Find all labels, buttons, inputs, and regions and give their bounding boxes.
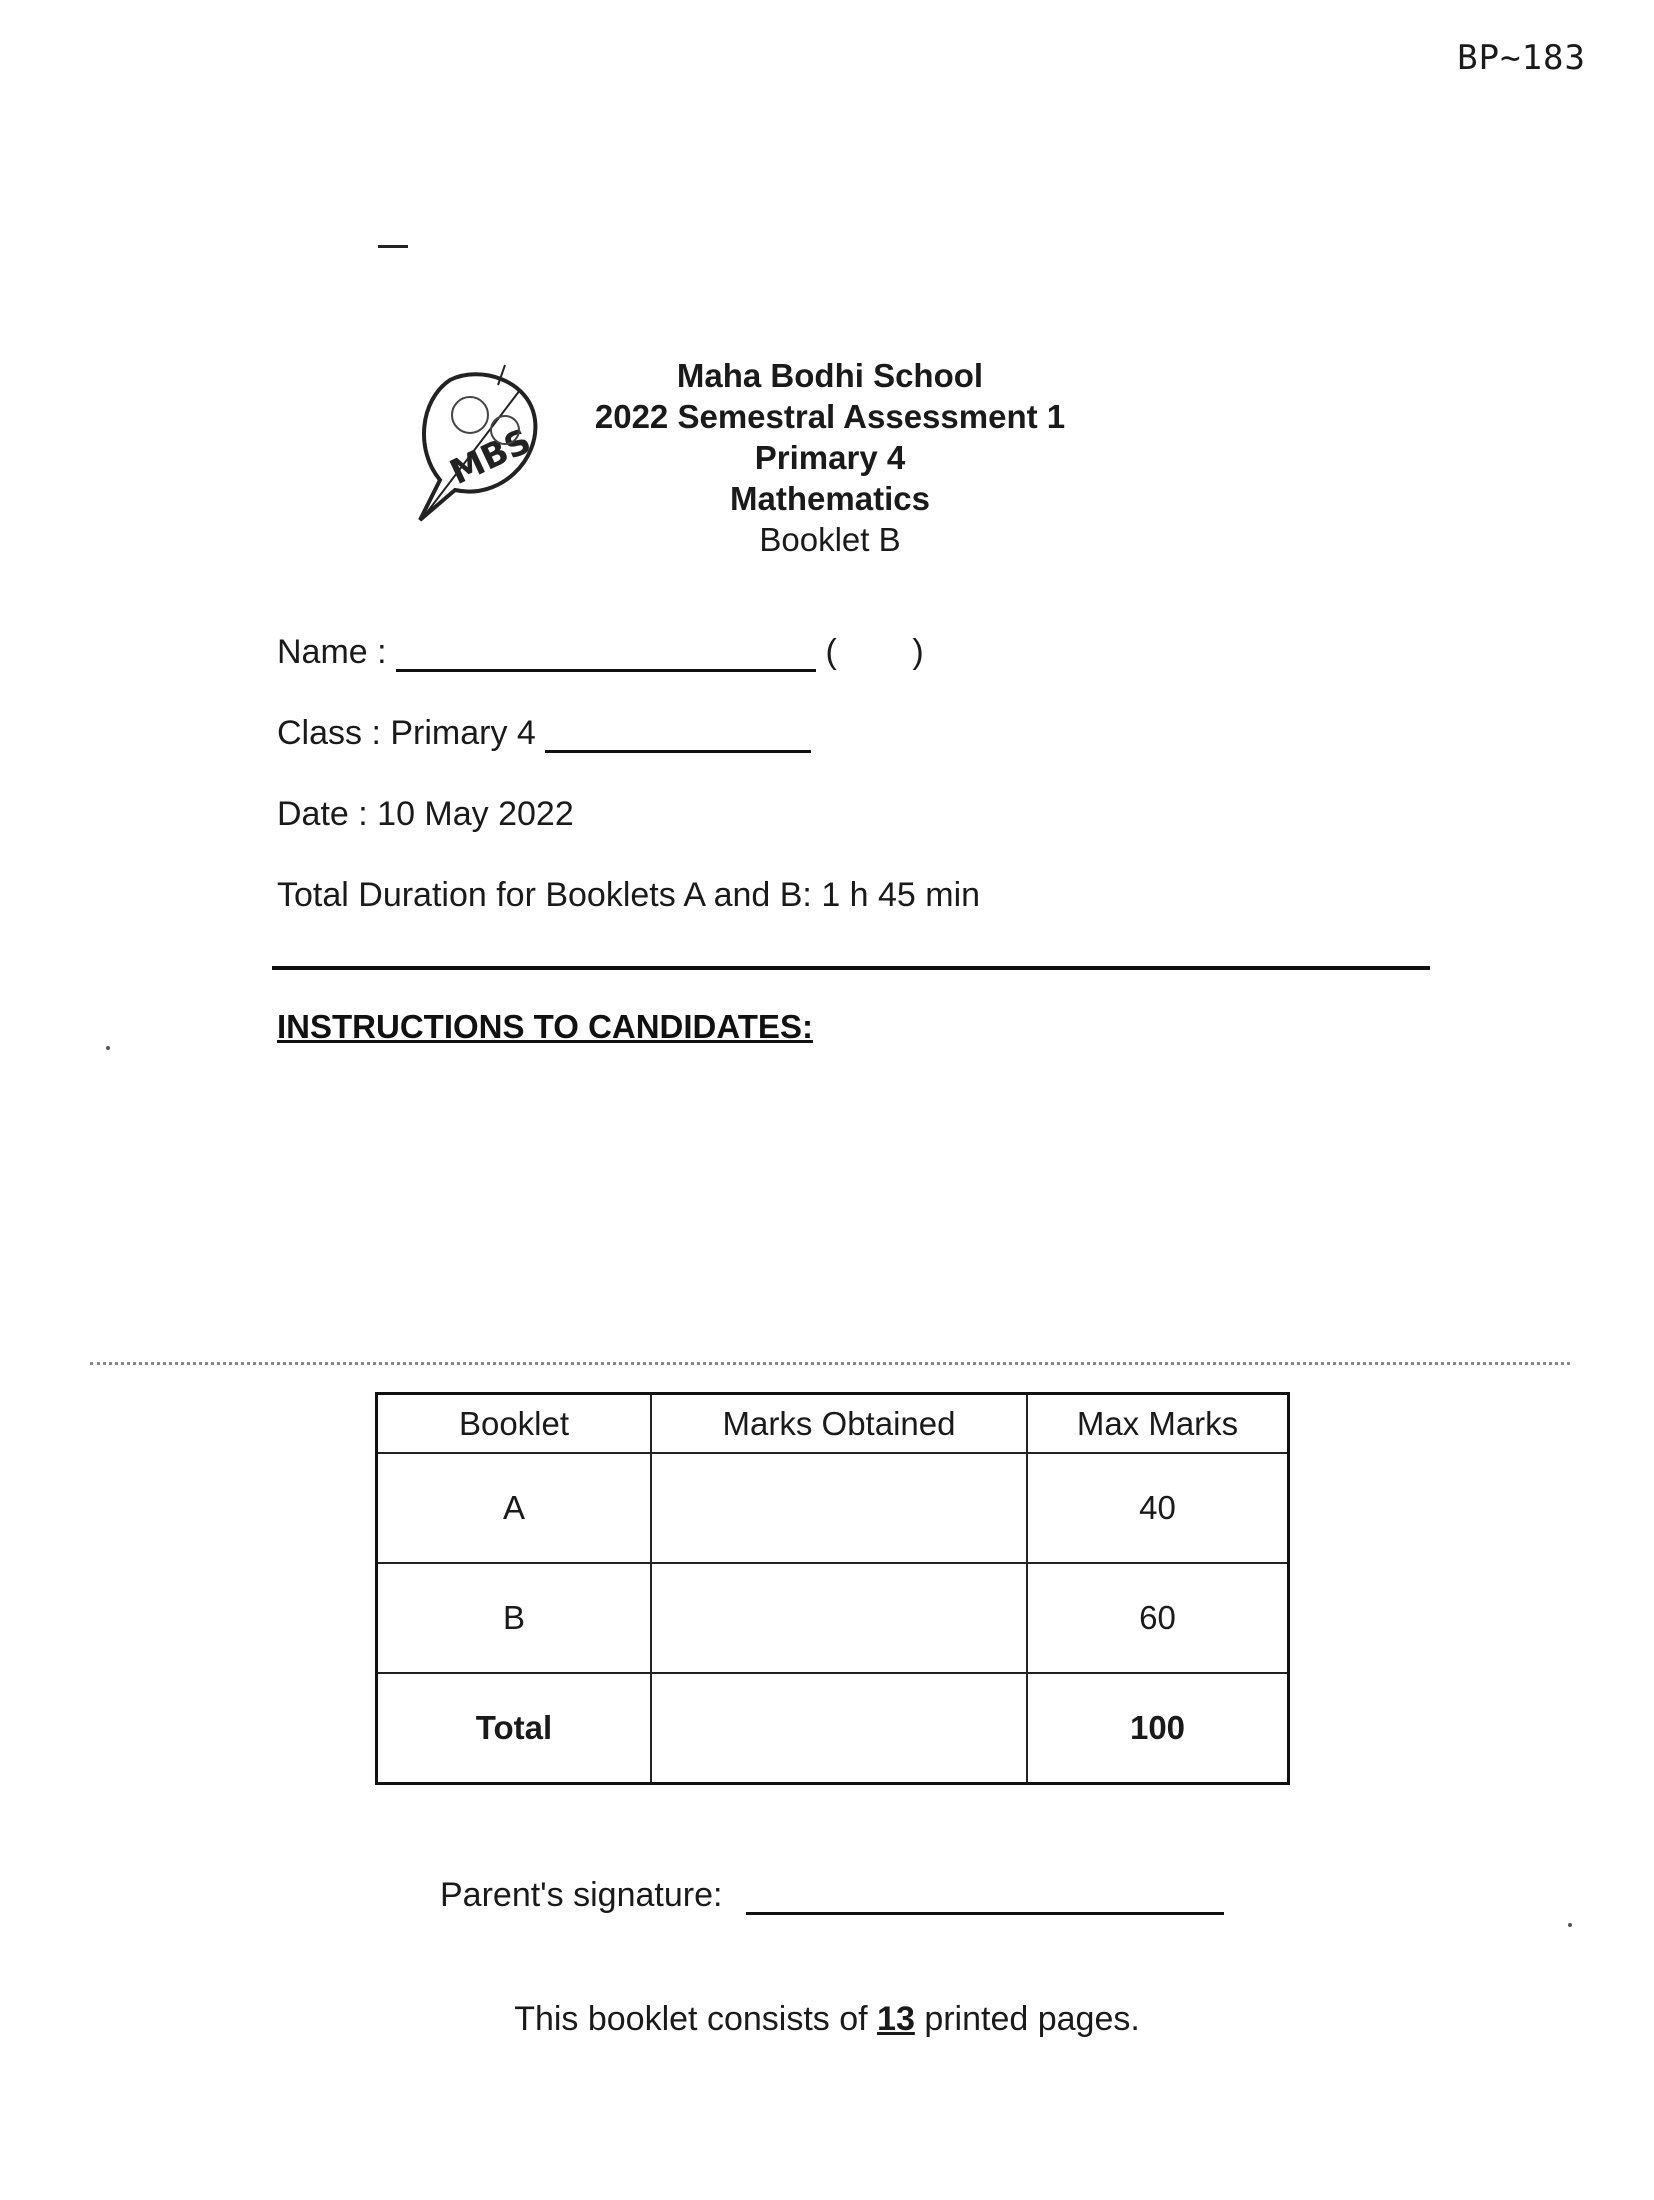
exam-header <box>480 355 1180 560</box>
marks-table-header-row <box>377 1394 1289 1454</box>
school-name: Maha Bodhi School <box>676 357 984 394</box>
divider-rule <box>272 966 1430 970</box>
booklet-cell: A <box>377 1453 652 1563</box>
max-marks-cell: 100 <box>1027 1673 1289 1784</box>
date-field: Date : 10 May 2022 <box>277 795 574 833</box>
instructions-heading: INSTRUCTIONS TO CANDIDATES: <box>277 1008 813 1045</box>
page-count-value: 13 <box>877 2000 915 2038</box>
assessment-title: 2022 Semestral Assessment 1 <box>594 398 1066 435</box>
table-row <box>377 1453 1289 1563</box>
marks-obtained-cell[interactable] <box>651 1563 1027 1673</box>
header-marks-obtained: Marks Obtained <box>651 1394 1027 1454</box>
marks-obtained-cell[interactable] <box>651 1673 1027 1784</box>
marks-obtained-cell[interactable] <box>651 1453 1027 1563</box>
signature-blank[interactable] <box>746 1912 1224 1915</box>
marks-table <box>375 1392 1290 1785</box>
scan-speck <box>106 1046 110 1050</box>
level-title: Primary 4 <box>754 439 906 476</box>
name-blank[interactable] <box>396 669 816 672</box>
booklet-cell: Total <box>377 1673 652 1784</box>
max-marks-cell: 60 <box>1027 1563 1289 1673</box>
class-label: Class : Primary 4 <box>277 714 536 752</box>
register-number-paren: ( ) <box>825 633 924 671</box>
dotted-scan-line <box>90 1362 1570 1365</box>
table-row <box>377 1563 1289 1673</box>
logo-text: MBS <box>443 421 538 494</box>
max-marks-cell: 40 <box>1027 1453 1289 1563</box>
name-field <box>277 633 924 672</box>
total-row <box>377 1673 1289 1784</box>
subject-title: Mathematics <box>730 480 930 517</box>
class-field <box>277 714 811 753</box>
booklet-title: Booklet B <box>759 521 901 558</box>
stray-dash <box>378 245 408 248</box>
scan-speck <box>1568 1923 1572 1927</box>
header-max-marks: Max Marks <box>1027 1394 1289 1454</box>
header-booklet: Booklet <box>377 1394 652 1454</box>
booklet-cell: B <box>377 1563 652 1673</box>
page-count-note <box>0 2000 1654 2039</box>
signature-label: Parent's signature: <box>440 1876 723 1914</box>
duration-field: Total Duration for Booklets A and B: 1 h 45 min <box>277 876 981 914</box>
name-label: Name : <box>277 633 387 671</box>
class-blank[interactable] <box>545 750 811 753</box>
page-count-suffix: printed pages. <box>924 2000 1140 2038</box>
page-count-prefix: This booklet consists of <box>514 2000 868 2038</box>
signature-field <box>440 1876 1224 1915</box>
page-code: BP~183 <box>1457 38 1586 78</box>
